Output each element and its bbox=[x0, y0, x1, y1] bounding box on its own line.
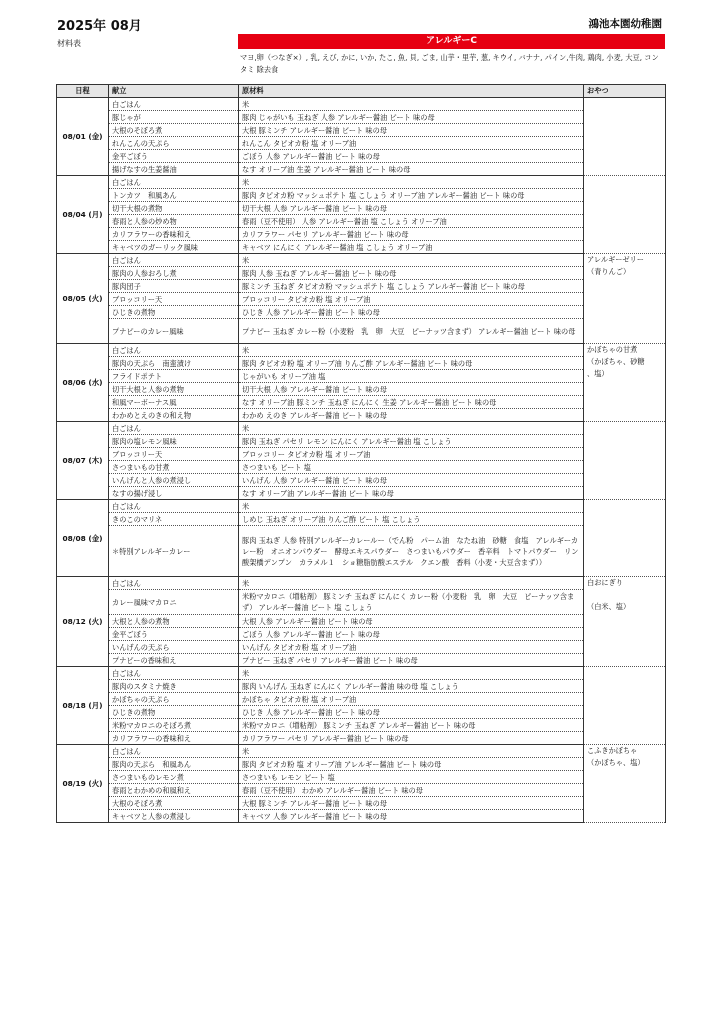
menu-item: キャベツと人参の煮浸し bbox=[109, 810, 239, 823]
snack-cell bbox=[584, 745, 666, 823]
table-row bbox=[57, 137, 666, 150]
snack-cell bbox=[584, 254, 666, 344]
ingredients: ブロッコリー タピオカ粉 塩 オリーブ油 bbox=[239, 293, 584, 306]
ingredients: なす オリーブ油 アレルギー醤油 ビート 味の母 bbox=[239, 487, 584, 500]
menu-item: 白ごはん bbox=[109, 254, 239, 267]
menu-item: なすの揚げ浸し bbox=[109, 487, 239, 500]
table-row bbox=[57, 641, 666, 654]
menu-item: 春雨とわかめの和風和え bbox=[109, 784, 239, 797]
ingredients: ごぼう 人参 アレルギー醤油 ビート 味の母 bbox=[239, 628, 584, 641]
table-row bbox=[57, 357, 666, 370]
ingredients: 米粉マカロニ（増粘剤） 豚ミンチ 玉ねぎ にんにく カレー粉（小麦粉 乳 卵 大豆 ピーナッツ含まず） アレルギー醤油 ビート 塩 こしょう bbox=[239, 590, 584, 615]
table-row bbox=[57, 771, 666, 784]
day-date: 08/06 (水) bbox=[57, 344, 109, 422]
table-header-row bbox=[57, 85, 666, 98]
menu-item: 大根と人参の煮物 bbox=[109, 615, 239, 628]
ingredients: 米 bbox=[239, 667, 584, 680]
menu-table-body bbox=[57, 98, 666, 823]
menu-item: れんこんの天ぷら bbox=[109, 137, 239, 150]
menu-item: 白ごはん bbox=[109, 98, 239, 111]
menu-item: 豚肉の人参おろし煮 bbox=[109, 267, 239, 280]
menu-item: かぼちゃの天ぷら bbox=[109, 693, 239, 706]
school-name: 鴻池本園幼稚園 bbox=[588, 18, 662, 30]
table-row bbox=[57, 306, 666, 319]
ingredients: 米 bbox=[239, 500, 584, 513]
snack-cell bbox=[584, 667, 666, 745]
menu-item: 豚肉の天ぷら 和風あん bbox=[109, 758, 239, 771]
table-row bbox=[57, 215, 666, 228]
ingredients: 豚肉 タピオカ粉 塩 オリーブ油 りんご酢 アレルギー醤油 ビート 味の母 bbox=[239, 357, 584, 370]
snack-line: こふきかぼちゃ bbox=[587, 746, 638, 755]
ingredients: カリフラワー パセリ アレルギー醤油 ビート 味の母 bbox=[239, 732, 584, 745]
table-row bbox=[57, 810, 666, 823]
snack-line: アレルギーゼリー bbox=[587, 255, 644, 264]
table-row bbox=[57, 124, 666, 137]
table-row bbox=[57, 577, 666, 590]
snack-cell bbox=[584, 344, 666, 422]
snack-cell bbox=[584, 422, 666, 500]
table-row bbox=[57, 693, 666, 706]
ingredients: 豚肉 玉ねぎ パセリ レモン にんにく アレルギー醤油 塩 こしょう bbox=[239, 435, 584, 448]
menu-item: きのこのマリネ bbox=[109, 513, 239, 526]
table-row bbox=[57, 500, 666, 513]
menu-item: ひじきの煮物 bbox=[109, 306, 239, 319]
snack-cell bbox=[584, 577, 666, 667]
ingredients: じゃがいも オリーブ油 塩 bbox=[239, 370, 584, 383]
table-row bbox=[57, 280, 666, 293]
table-row bbox=[57, 241, 666, 254]
ingredients: キャベツ にんにく アレルギー醤油 塩 こしょう オリーブ油 bbox=[239, 241, 584, 254]
snack-cell bbox=[584, 500, 666, 577]
table-row bbox=[57, 628, 666, 641]
table-row bbox=[57, 383, 666, 396]
ingredients: 米 bbox=[239, 422, 584, 435]
menu-item: 豚肉の天ぷら 南蛮漬け bbox=[109, 357, 239, 370]
ingredients: プナピー 玉ねぎ カレー粉（小麦粉 乳 卵 大豆 ピーナッツ含まず） アレルギー醤油 ビート 味の母 bbox=[239, 319, 584, 344]
ingredients: 豚肉 いんげん 玉ねぎ にんにく アレルギー醤油 味の母 塩 こしょう bbox=[239, 680, 584, 693]
menu-item: カレー風味マカロニ bbox=[109, 590, 239, 615]
day-date: 08/05 (火) bbox=[57, 254, 109, 344]
table-row bbox=[57, 797, 666, 810]
table-row bbox=[57, 590, 666, 615]
table-row bbox=[57, 758, 666, 771]
ingredients: わかめ えのき アレルギー醤油 ビート 味の母 bbox=[239, 409, 584, 422]
ingredients: 大根 豚ミンチ アレルギー醤油 ビート 味の母 bbox=[239, 124, 584, 137]
ingredients: 大根 豚ミンチ アレルギー醤油 ビート 味の母 bbox=[239, 797, 584, 810]
table-row bbox=[57, 202, 666, 215]
ingredients: なす オリーブ油 豚ミンチ 玉ねぎ にんにく 生姜 アレルギー醤油 ビート 味の母 bbox=[239, 396, 584, 409]
menu-item: 春雨と人参の炒め物 bbox=[109, 215, 239, 228]
allergy-note: マヨ,卵（つなぎ×）, 乳, えび, かに, いか, たこ, 魚, 貝, ごま, 山芋・里芋, 葱, キウイ, バナナ, パイン,牛肉, 鶏肉, 小麦, 大豆, コンタミ 除去食 bbox=[240, 53, 659, 74]
ingredients: ひじき 人参 アレルギー醤油 ビート 味の母 bbox=[239, 706, 584, 719]
ingredients: 切干大根 人参 アレルギー醤油 ビート 味の母 bbox=[239, 383, 584, 396]
table-row bbox=[57, 267, 666, 280]
table-row bbox=[57, 111, 666, 124]
table-row bbox=[57, 706, 666, 719]
menu-item: フライドポテト bbox=[109, 370, 239, 383]
menu-item: ブロッコリー天 bbox=[109, 293, 239, 306]
menu-item: わかめとえのきの和え物 bbox=[109, 409, 239, 422]
menu-item: 豚肉の塩レモン風味 bbox=[109, 435, 239, 448]
menu-item: トンカツ 和風あん bbox=[109, 189, 239, 202]
menu-item: いんげんと人参の煮浸し bbox=[109, 474, 239, 487]
ingredients: カリフラワー パセリ アレルギー醤油 ビート 味の母 bbox=[239, 228, 584, 241]
table-row bbox=[57, 435, 666, 448]
ingredients: しめじ 玉ねぎ オリーブ油 りんご酢 ビート 塩 こしょう bbox=[239, 513, 584, 526]
table-row bbox=[57, 150, 666, 163]
menu-item: 切干大根と人参の煮物 bbox=[109, 383, 239, 396]
menu-item: 白ごはん bbox=[109, 667, 239, 680]
table-row bbox=[57, 396, 666, 409]
table-row bbox=[57, 526, 666, 577]
menu-item: 白ごはん bbox=[109, 422, 239, 435]
ingredients: いんげん タピオカ粉 塩 オリーブ油 bbox=[239, 641, 584, 654]
ingredients: 米粉マカロニ（増粘剤） 豚ミンチ 玉ねぎ アレルギー醤油 ビート 味の母 bbox=[239, 719, 584, 732]
day-date: 08/18 (月) bbox=[57, 667, 109, 745]
table-row bbox=[57, 422, 666, 435]
menu-item: 切干大根の煮物 bbox=[109, 202, 239, 215]
table-row bbox=[57, 370, 666, 383]
allergy-label: アレルギーC bbox=[238, 34, 665, 49]
ingredients: 切干大根 人参 アレルギー醤油 ビート 味の母 bbox=[239, 202, 584, 215]
snack-cell bbox=[584, 176, 666, 254]
menu-item: 揚げなすの生姜醤油 bbox=[109, 163, 239, 176]
day-date: 08/08 (金) bbox=[57, 500, 109, 577]
menu-item: 白ごはん bbox=[109, 500, 239, 513]
snack-cell bbox=[584, 98, 666, 176]
table-row bbox=[57, 719, 666, 732]
menu-item: 豚肉団子 bbox=[109, 280, 239, 293]
menu-item: ブロッコリー天 bbox=[109, 448, 239, 461]
ingredients: 米 bbox=[239, 98, 584, 111]
table-row bbox=[57, 293, 666, 306]
table-row bbox=[57, 344, 666, 357]
ingredients: 大根 人参 アレルギー醤油 ビート 味の母 bbox=[239, 615, 584, 628]
column-header-date: 日程 bbox=[57, 85, 109, 98]
ingredients: なす オリーブ油 生姜 アレルギー醤油 ビート 味の母 bbox=[239, 163, 584, 176]
ingredients: キャベツ 人参 アレルギー醤油 ビート 味の母 bbox=[239, 810, 584, 823]
column-header-ingredients: 原材料 bbox=[239, 85, 584, 98]
ingredients: 豚肉 じゃがいも 玉ねぎ 人参 アレルギー醤油 ビート 味の母 bbox=[239, 111, 584, 124]
snack-line: （かぼちゃ、塩） bbox=[587, 758, 645, 767]
menu-item: さつまいもの甘煮 bbox=[109, 461, 239, 474]
menu-item: 金平ごぼう bbox=[109, 628, 239, 641]
ingredients: 米 bbox=[239, 254, 584, 267]
ingredients: さつまいも レモン ビート 塩 bbox=[239, 771, 584, 784]
table-row bbox=[57, 254, 666, 267]
day-date: 08/19 (火) bbox=[57, 745, 109, 823]
ingredients: 米 bbox=[239, 344, 584, 357]
ingredients: 豚肉 玉ねぎ 人参 特別アレルギーカレールー（でん粉 パーム油 なたね油 砂糖 食塩 アレルギーカレー粉 オニオンパウダー 酵母エキスパウダー さつまいもパウダー 香辛料 トマトパウダー リン酸架橋デンプン カラメル１ ショ糖脂肪酸エステル クエン酸 香料（小麦・大豆含まず）） bbox=[239, 526, 584, 577]
ingredients: ブロッコリー タピオカ粉 塩 オリーブ油 bbox=[239, 448, 584, 461]
ingredients: 米 bbox=[239, 745, 584, 758]
menu-item: 白ごはん bbox=[109, 577, 239, 590]
ingredients: 豚ミンチ 玉ねぎ タピオカ粉 マッシュポテト 塩 こしょう アレルギー醤油 ビート 味の母 bbox=[239, 280, 584, 293]
table-row bbox=[57, 745, 666, 758]
snack-line: 白おにぎり bbox=[587, 578, 623, 587]
menu-table bbox=[56, 84, 666, 823]
page-title: 2025年 08月 bbox=[57, 19, 142, 34]
menu-item: 白ごはん bbox=[109, 176, 239, 189]
menu-item: 白ごはん bbox=[109, 745, 239, 758]
snack-line: （青りんご） bbox=[587, 267, 631, 276]
column-header-snack: おやつ bbox=[584, 85, 666, 98]
ingredients: ひじき 人参 アレルギー醤油 ビート 味の母 bbox=[239, 306, 584, 319]
snack-line: （かぼちゃ、砂糖 bbox=[587, 357, 645, 366]
menu-item: 金平ごぼう bbox=[109, 150, 239, 163]
ingredients: 春雨（豆不使用） わかめ アレルギー醤油 ビート 味の母 bbox=[239, 784, 584, 797]
ingredients: 米 bbox=[239, 176, 584, 189]
table-row bbox=[57, 176, 666, 189]
day-date: 08/12 (火) bbox=[57, 577, 109, 667]
column-header-menu: 献立 bbox=[109, 85, 239, 98]
snack-line: （白米、塩） bbox=[587, 602, 631, 611]
table-row bbox=[57, 163, 666, 176]
menu-item: 豚肉のスタミナ焼き bbox=[109, 680, 239, 693]
table-row bbox=[57, 448, 666, 461]
snack-line bbox=[587, 589, 662, 601]
table-row bbox=[57, 189, 666, 202]
table-row bbox=[57, 98, 666, 111]
ingredients: 豚肉 タピオカ粉 マッシュポテト 塩 こしょう オリーブ油 アレルギー醤油 ビート 味の母 bbox=[239, 189, 584, 202]
ingredients: 米 bbox=[239, 577, 584, 590]
table-row bbox=[57, 680, 666, 693]
menu-item: カリフラワーの香味和え bbox=[109, 732, 239, 745]
table-row bbox=[57, 732, 666, 745]
table-row bbox=[57, 513, 666, 526]
menu-item: 大根のそぼろ煮 bbox=[109, 124, 239, 137]
menu-item: 米粉マカロニのそぼろ煮 bbox=[109, 719, 239, 732]
ingredients: かぼちゃ タピオカ粉 塩 オリーブ油 bbox=[239, 693, 584, 706]
table-row bbox=[57, 654, 666, 667]
ingredients: れんこん タピオカ粉 塩 オリーブ油 bbox=[239, 137, 584, 150]
ingredients: 豚肉 人参 玉ねぎ アレルギー醤油 ビート 味の母 bbox=[239, 267, 584, 280]
ingredients: プナピー 玉ねぎ パセリ アレルギー醤油 ビート 味の母 bbox=[239, 654, 584, 667]
day-date: 08/01 (金) bbox=[57, 98, 109, 176]
menu-item: プナピーのカレー風味 bbox=[109, 319, 239, 344]
day-date: 08/04 (月) bbox=[57, 176, 109, 254]
ingredients: 春雨（豆不使用） 人参 アレルギー醤油 塩 こしょう オリーブ油 bbox=[239, 215, 584, 228]
menu-item: さつまいものレモン煮 bbox=[109, 771, 239, 784]
ingredients: 豚肉 タピオカ粉 塩 オリーブ油 アレルギー醤油 ビート 味の母 bbox=[239, 758, 584, 771]
menu-item: ＊特別アレルギーカレー bbox=[109, 526, 239, 577]
ingredients: さつまいも ビート 塩 bbox=[239, 461, 584, 474]
table-row bbox=[57, 615, 666, 628]
menu-item: いんげんの天ぷら bbox=[109, 641, 239, 654]
table-row bbox=[57, 784, 666, 797]
menu-item: 和風マーボーナス風 bbox=[109, 396, 239, 409]
table-row bbox=[57, 228, 666, 241]
table-row bbox=[57, 487, 666, 500]
table-row bbox=[57, 409, 666, 422]
menu-item: プナピーの香味和え bbox=[109, 654, 239, 667]
table-row bbox=[57, 461, 666, 474]
table-row bbox=[57, 474, 666, 487]
ingredients: ごぼう 人参 アレルギー醤油 ビート 味の母 bbox=[239, 150, 584, 163]
table-row bbox=[57, 319, 666, 344]
menu-item: キャベツのガーリック風味 bbox=[109, 241, 239, 254]
ingredients: いんげん 人参 アレルギー醤油 ビート 味の母 bbox=[239, 474, 584, 487]
menu-item: 白ごはん bbox=[109, 344, 239, 357]
menu-item: カリフラワーの香味和え bbox=[109, 228, 239, 241]
menu-item: 大根のそぼろ煮 bbox=[109, 797, 239, 810]
page-subtitle: 材料表 bbox=[57, 39, 81, 48]
table-row bbox=[57, 667, 666, 680]
menu-item: 豚じゃが bbox=[109, 111, 239, 124]
snack-line: 、塩） bbox=[587, 369, 609, 378]
day-date: 08/07 (木) bbox=[57, 422, 109, 500]
snack-line: かぼちゃの甘煮 bbox=[587, 345, 638, 354]
menu-item: ひじきの煮物 bbox=[109, 706, 239, 719]
